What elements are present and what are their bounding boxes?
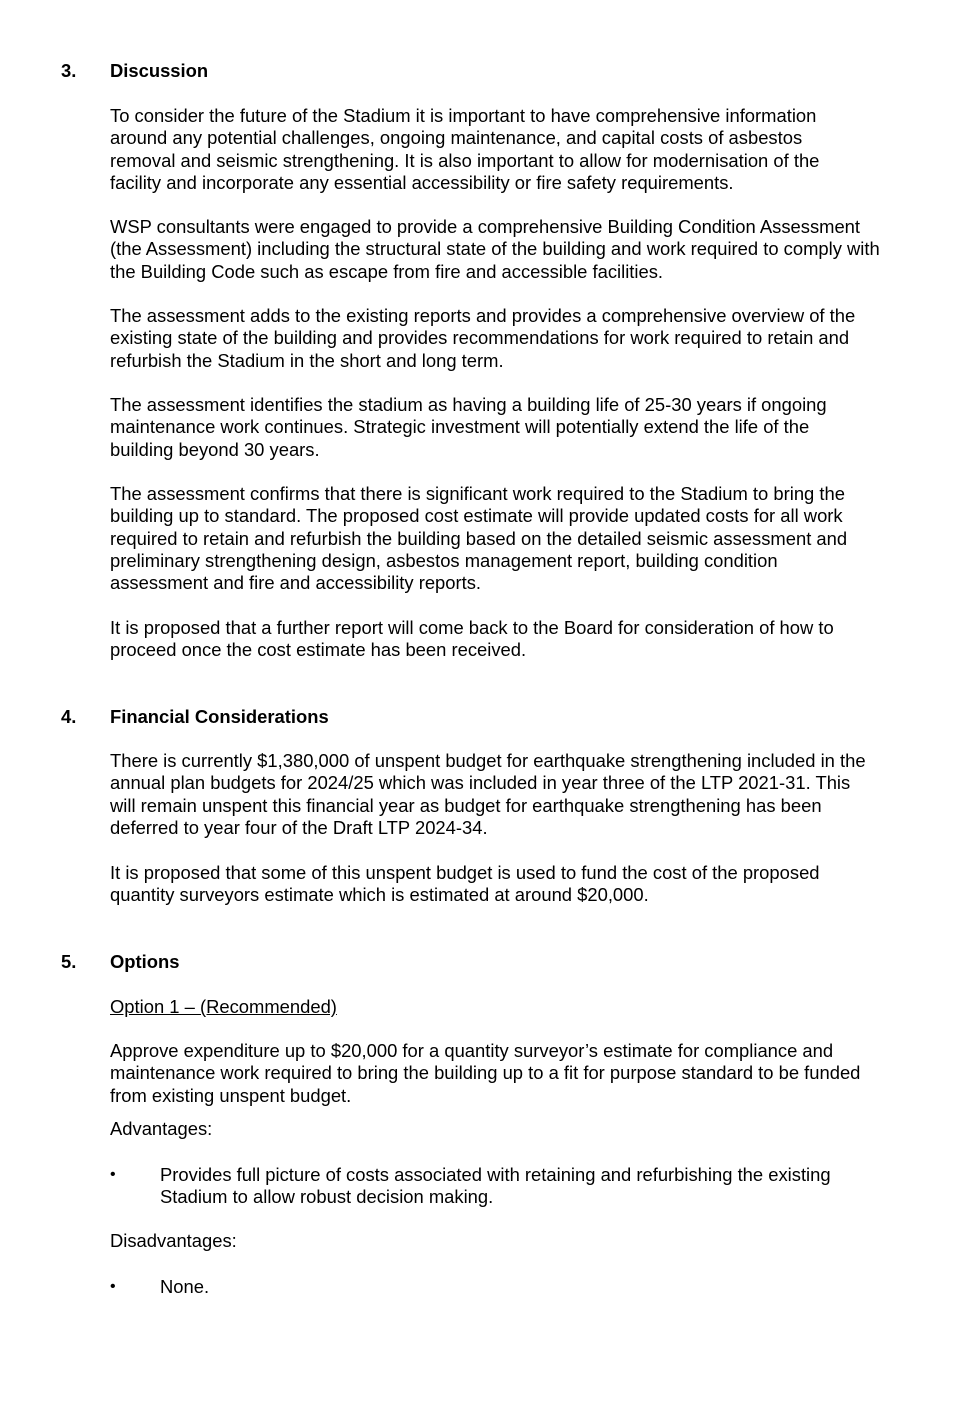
section-3-paragraph-5: The assessment confirms that there is significant work required to the Stadium to bring the building up to standard. The proposed cost estimate will provide updated costs for all work required to retain and refurbish the building based on the detailed seismic assessment and preliminary strengthening design, asbestos management report, building condition assessment and fire and accessibility reports. (110, 483, 848, 594)
disadvantage-item: None. (160, 1276, 210, 1297)
option-1-title: Option 1 – (Recommended) (110, 996, 337, 1017)
section-3-heading (61, 60, 208, 82)
section-title: Options (110, 951, 180, 972)
bullet-icon: • (110, 1278, 116, 1295)
section-number: 5. (61, 951, 77, 972)
section-3-paragraph-4: The assessment identifies the stadium as having a building life of 25-30 years if ongoing maintenance work continues. Strategic investment will potentially extend the life of the building beyond 30 years. (110, 394, 827, 460)
section-5-heading (61, 951, 179, 973)
disadvantages-label: Disadvantages: (110, 1230, 237, 1251)
section-4-paragraph-1: There is currently $1,380,000 of unspent budget for earthquake strengthening included in the annual plan budgets for 2024/25 which was included in year three of the LTP 2021-31. This will remain unspent this financial year as budget for earthquake strengthening has been deferred to year four of the Draft LTP 2024-34. (110, 750, 866, 838)
section-3-paragraph-1: To consider the future of the Stadium it is important to have comprehensive information around any potential challenges, ongoing maintenance, and capital costs of asbestos removal and seismic strengthening. It is also important to allow for modernisation of the facility and incorporate any essential accessibility or fire safety requirements. (110, 105, 820, 193)
advantages-label: Advantages: (110, 1118, 213, 1139)
section-title: Financial Considerations (110, 706, 329, 727)
bullet-icon: • (110, 1166, 116, 1183)
section-3-paragraph-2: WSP consultants were engaged to provide a comprehensive Building Condition Assessment (the Assessment) including the structural state of the building and work required to comply with the Building Code such as escape from fire and accessible facilities. (110, 216, 880, 282)
section-3-paragraph-3: The assessment adds to the existing reports and provides a comprehensive overview of the existing state of the building and provides recommendations for work required to retain and refurbish the Stadium in the short and long term. (110, 305, 856, 371)
advantage-item: Provides full picture of costs associated with retaining and refurbishing the existing Stadium to allow robust decision making. (160, 1164, 831, 1208)
section-4-heading (61, 706, 329, 728)
option-1-description: Approve expenditure up to $20,000 for a quantity surveyor’s estimate for compliance and maintenance work required to bring the building up to a fit for purpose standard to be funded from existing unspent budget. (110, 1040, 861, 1106)
section-3-paragraph-6: It is proposed that a further report will come back to the Board for consideration of how to proceed once the cost estimate has been received. (110, 617, 834, 661)
section-title: Discussion (110, 60, 209, 81)
section-number: 4. (61, 706, 77, 727)
section-number: 3. (61, 60, 77, 81)
section-4-paragraph-2: It is proposed that some of this unspent budget is used to fund the cost of the proposed quantity surveyors estimate which is estimated at around $20,000. (110, 862, 820, 906)
